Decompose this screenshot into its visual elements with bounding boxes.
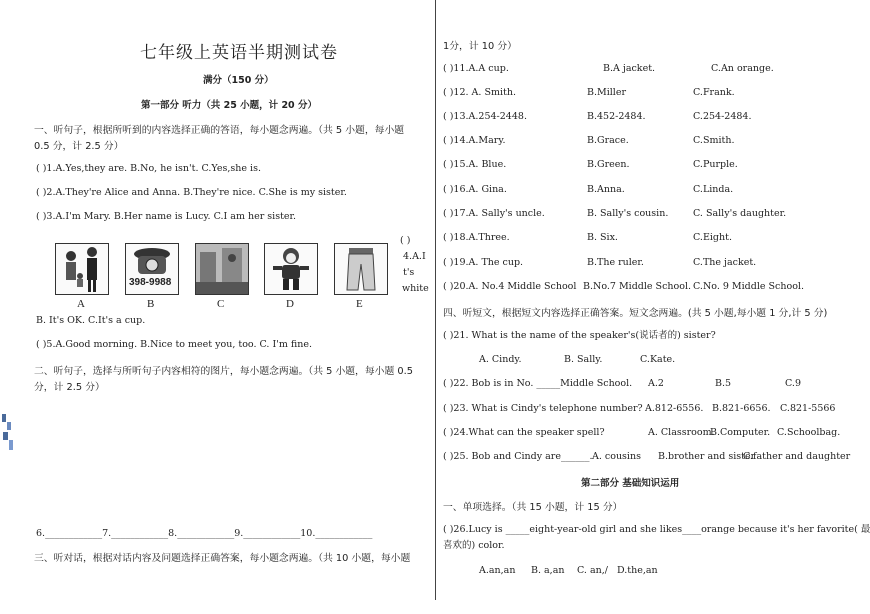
question-26-a: A.an,an — [479, 565, 516, 576]
question-26-b: B. a,an — [531, 565, 565, 576]
question-11-c: C.An orange. — [711, 63, 774, 74]
section1-instructions: 一、听句子，根据所听到的内容选择正确的答语，每小题念两遍。（共 5 小题，每小题 — [34, 125, 405, 136]
section2-instructions-cont: 分，计 2.5 分） — [34, 382, 105, 393]
question-25-a: A. cousins — [592, 451, 641, 462]
question-17: ( )17.A. Sally's uncle. — [443, 208, 545, 219]
section5-instructions: 一、单项选择。（共 15 小题，计 15 分） — [443, 502, 623, 513]
question-14-c: C.Smith. — [693, 135, 735, 146]
question-24: ( )24.What can the speaker spell? — [443, 427, 605, 438]
question-17-c: C. Sally's daughter. — [693, 208, 787, 219]
question-5: ( )5.A.Good morning. B.Nice to meet you, too. C. I'm fine. — [36, 339, 312, 350]
street-scene-icon — [196, 244, 248, 294]
question-12-c: C.Frank. — [693, 87, 735, 98]
phone-number-label: 398-9988 — [129, 277, 172, 288]
question-24-a: A. Classroom. — [648, 427, 715, 438]
answer-blanks: 6.____________7.____________8.____________9.____________10.____________ — [36, 528, 373, 539]
question-4-options: B. It's OK. C.It's a cup. — [36, 315, 146, 326]
question-26-c: C. an,/ — [577, 565, 608, 576]
question-18-b: B. Six. — [587, 232, 618, 243]
question-24-c: C.Schoolbag. — [777, 427, 841, 438]
question-21: ( )21. What is the name of the speaker's(说话者的) sister? — [443, 330, 716, 341]
question-25: ( )25. Bob and Cindy are______. — [443, 451, 593, 462]
question-26-d: D.the,an — [617, 565, 658, 576]
question-19-c: C.The jacket. — [693, 257, 757, 268]
question-20-c: C.No. 9 Middle School. — [693, 281, 804, 292]
picture-label-d: D — [286, 298, 294, 310]
question-13-c: C.254-2484. — [693, 111, 752, 122]
pants-icon — [335, 244, 387, 294]
picture-d-boy — [264, 243, 318, 295]
question-24-b: B.Computer. — [710, 427, 771, 438]
question-20-b: B.No.7 Middle School. — [583, 281, 692, 292]
picture-label-c: C — [217, 298, 225, 310]
question-15-c: C.Purple. — [693, 159, 738, 170]
picture-label-b: B — [147, 298, 155, 310]
picture-b-telephone — [125, 243, 179, 295]
question-23: ( )23. What is Cindy's telephone number? — [443, 403, 643, 414]
question-15-b: B.Green. — [587, 159, 630, 170]
section4-instructions: 四、听短文，根据短文内容选择正确答案。短文念两遍。(共 5 小题,每小题 1 分,计 5 分) — [443, 308, 828, 319]
question-13: ( )13.A.254-2448. — [443, 111, 527, 122]
question-16: ( )16.A. Gina. — [443, 184, 507, 195]
question-26: ( )26.Lucy is _____eight-year-old girl and she likes____orange because it's her favorite( 最 — [443, 524, 870, 535]
question-13-b: B.452-2484. — [587, 111, 646, 122]
question-25-c: C.father and daughter — [743, 451, 851, 462]
question-12: ( )12. A. Smith. — [443, 87, 516, 98]
section2-instructions: 二、听句子，选择与所听句子内容相符的图片，每小题念两遍。（共 5 小题，每小题 0.5 — [34, 366, 413, 377]
question-21-c: C.Kate. — [640, 354, 676, 365]
question-19: ( )19.A. The cup. — [443, 257, 524, 268]
section3-instructions: 三、听对话，根据对话内容及问题选择正确答案，每小题念两遍。（共 10 小题，每小题 — [34, 553, 411, 564]
picture-label-e: E — [356, 298, 363, 310]
question-21-b: B. Sally. — [564, 354, 603, 365]
question-18-c: C.Eight. — [693, 232, 732, 243]
question-21-a: A. Cindy. — [479, 354, 522, 365]
total-score: 满分（150 分） — [203, 75, 274, 86]
picture-e-pants — [334, 243, 388, 295]
question-14-b: B.Grace. — [587, 135, 629, 146]
picture-a-family — [55, 243, 109, 295]
question-16-b: B.Anna. — [587, 184, 625, 195]
scan-mark-icon — [0, 412, 16, 454]
question-22: ( )22. Bob is in No. _____Middle School. — [443, 378, 633, 389]
question-12-b: B.Miller — [587, 87, 627, 98]
section3-instructions-end: 1分，计 10 分） — [443, 41, 517, 52]
question-22-c: C.9 — [785, 378, 801, 389]
question-2: ( )2.A.They're Alice and Anna. B.They're nice. C.She is my sister. — [36, 187, 347, 198]
question-19-b: B.The ruler. — [587, 257, 644, 268]
question-15: ( )15.A. Blue. — [443, 159, 507, 170]
section1-instructions-cont: 0.5 分，计 2.5 分） — [34, 141, 124, 152]
question-26-cont: 喜欢的) color. — [443, 540, 505, 551]
question-14: ( )14.A.Mary. — [443, 135, 506, 146]
picture-label-a: A — [77, 298, 85, 310]
question-23-c: C.821-5566 — [780, 403, 836, 414]
question-20: ( )20.A. No.4 Middle School — [443, 281, 577, 292]
question-18: ( )18.A.Three. — [443, 232, 510, 243]
question-16-c: C.Linda. — [693, 184, 734, 195]
question-1: ( )1.A.Yes,they are. B.No, he isn't. C.Yes,she is. — [36, 163, 261, 174]
boy-icon — [265, 244, 317, 294]
question-22-a: A.2 — [648, 378, 664, 389]
question-4-option-a: 4.A.I — [403, 251, 426, 262]
question-17-b: B. Sally's cousin. — [587, 208, 669, 219]
question-4-option-a-cont: t's — [403, 267, 415, 278]
question-11-b: B.A jacket. — [603, 63, 656, 74]
question-23-b: B.821-6656. — [712, 403, 771, 414]
column-divider — [435, 0, 436, 600]
question-4-paren: ( ) — [400, 235, 411, 246]
picture-c-scene — [195, 243, 249, 295]
part1-heading: 第一部分 听力（共 25 小题，计 20 分） — [141, 100, 317, 111]
family-icon — [56, 244, 108, 294]
question-4-option-a-end: white — [402, 283, 429, 294]
page-title: 七年级上英语半期测试卷 — [140, 43, 338, 63]
question-3: ( )3.A.I'm Mary. B.Her name is Lucy. C.I am her sister. — [36, 211, 297, 222]
part2-heading: 第二部分 基础知识运用 — [581, 478, 680, 489]
question-22-b: B.5 — [715, 378, 732, 389]
question-25-b: B.brother and sister — [658, 451, 756, 462]
question-23-a: A.812-6556. — [645, 403, 704, 414]
question-11: ( )11.A.A cup. — [443, 63, 509, 74]
